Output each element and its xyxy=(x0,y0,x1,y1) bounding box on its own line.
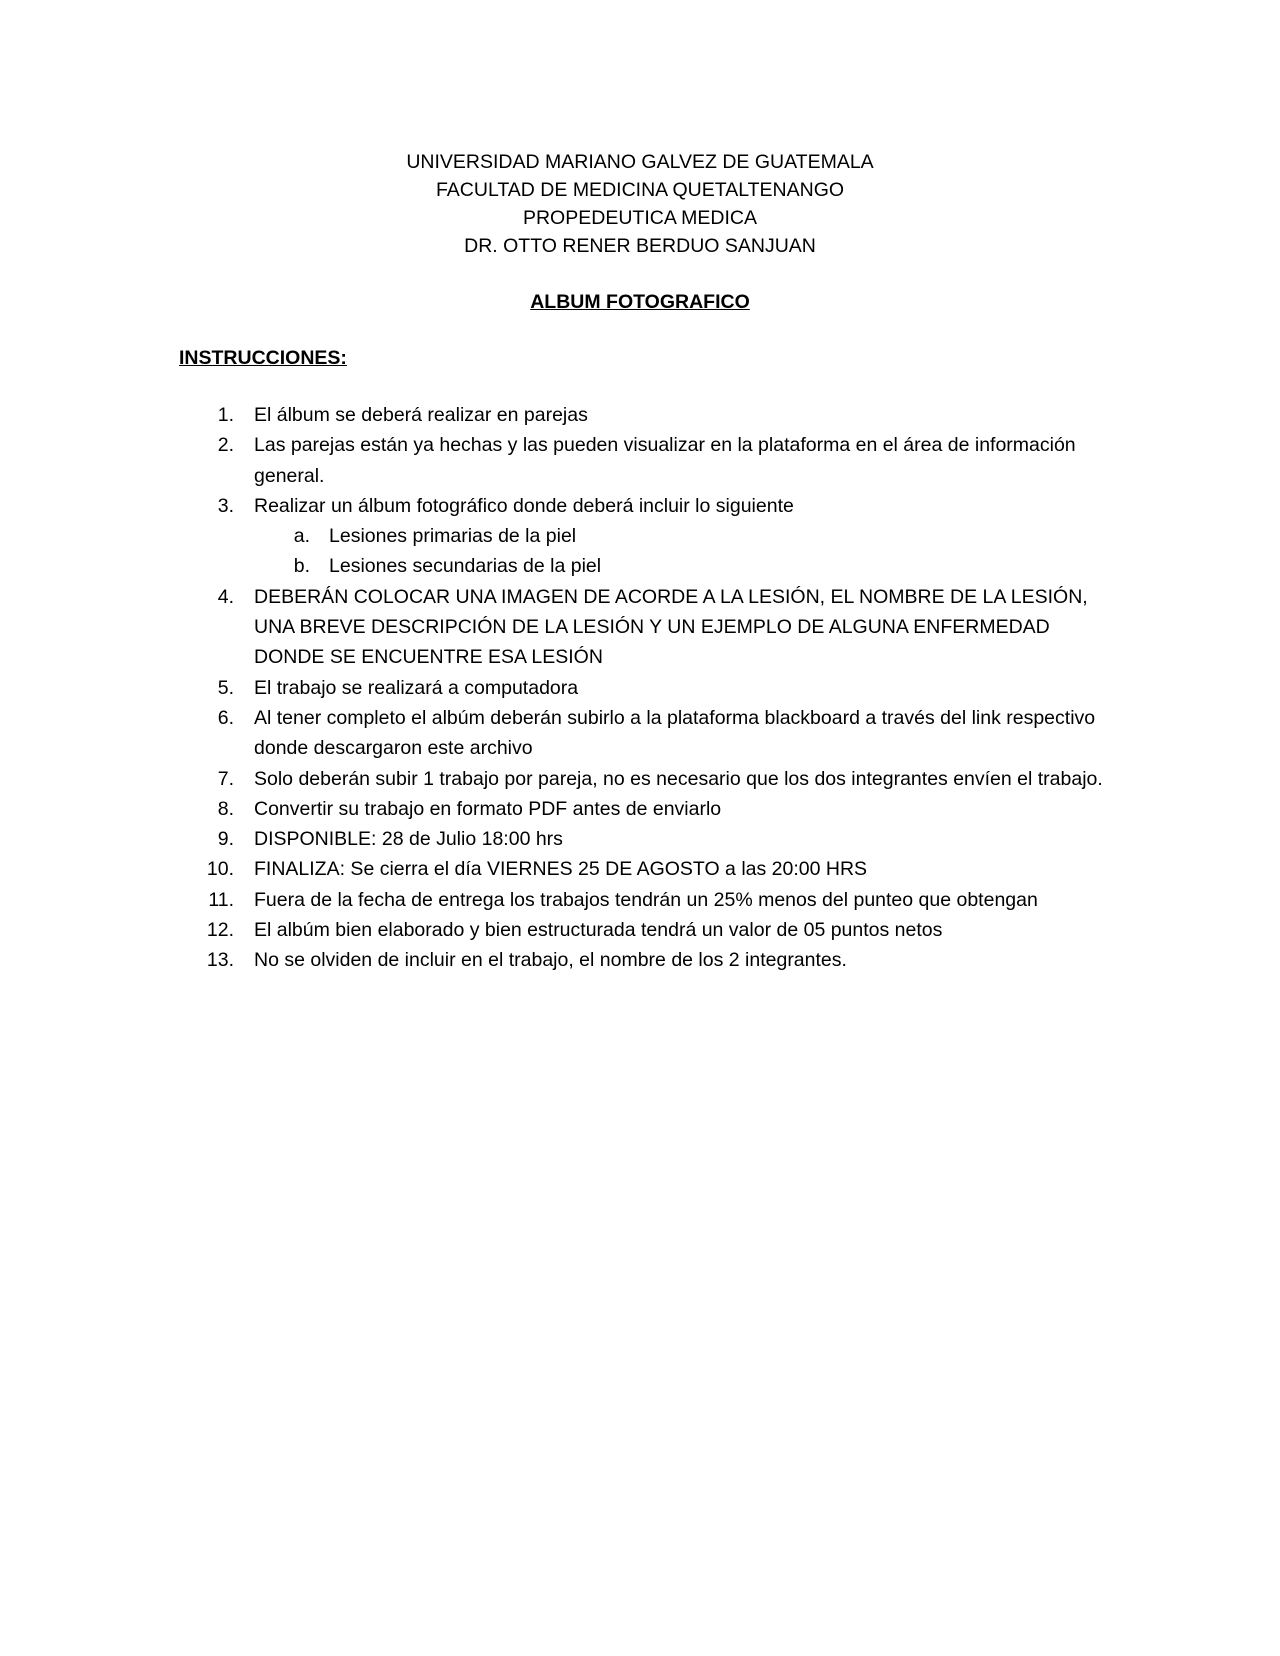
list-item-text: El trabajo se realizará a computadora xyxy=(254,676,579,699)
list-item-text: FINALIZA: Se cierra el día VIERNES 25 DE AGOSTO a las 20:00 HRS xyxy=(254,858,868,881)
list-item-number: 6. xyxy=(217,706,234,729)
course-name: PROPEDEUTICA MEDICA xyxy=(522,207,758,229)
list-item-text: Realizar un álbum fotográfico donde deberá incluir lo siguiente xyxy=(254,494,794,517)
list-item-number: 12. xyxy=(206,919,234,942)
list-item-number: 13. xyxy=(206,949,234,972)
list-item-text: Fuera de la fecha de entrega los trabajos tendrán un 25% menos del punteo que obtengan xyxy=(254,888,1038,911)
list-item xyxy=(0,673,1114,703)
list-subitem-text: Lesiones primarias de la piel xyxy=(329,525,577,548)
list-item xyxy=(0,915,1114,945)
list-item xyxy=(0,430,1114,491)
list-item-number: 3. xyxy=(217,494,234,517)
university-name: UNIVERSIDAD MARIANO GALVEZ DE GUATEMALA xyxy=(406,151,874,173)
list-item-number: 2. xyxy=(217,434,234,457)
list-subitem-text: Lesiones secundarias de la piel xyxy=(329,555,602,578)
list-item-text: El albúm bien elaborado y bien estructurada tendrá un valor de 05 puntos netos xyxy=(254,919,943,942)
list-item xyxy=(0,854,1114,884)
list-item xyxy=(0,945,1114,975)
list-item xyxy=(0,703,1114,764)
list-item-number: 7. xyxy=(217,767,234,790)
instructions-heading: INSTRUCCIONES: xyxy=(179,347,347,369)
faculty-name: FACULTAD DE MEDICINA QUETALTENANGO xyxy=(435,179,845,201)
list-item-number: 9. xyxy=(217,828,234,851)
list-item-text: Convertir su trabajo en formato PDF antes de enviarlo xyxy=(254,797,722,820)
list-item-number: 1. xyxy=(217,404,234,426)
document-header xyxy=(0,148,1280,260)
list-item-number: 4. xyxy=(217,585,234,608)
professor-name: DR. OTTO RENER BERDUO SANJUAN xyxy=(464,235,816,257)
list-item-text: Las parejas están ya hechas y las pueden visualizar en la plataforma en el área de información general. xyxy=(254,434,1076,487)
list-item-text: DEBERÁN COLOCAR UNA IMAGEN DE ACORDE A LA LESIÓN, EL NOMBRE DE LA LESIÓN, UNA BREVE DESCRIPCIÓN DE LA LESIÓN Y UN EJEMPLO DE ALGUNA ENFERMEDAD DONDE SE ENCUENTRE ESA LESIÓN xyxy=(254,585,1088,669)
list-subitem xyxy=(0,551,1129,581)
list-item xyxy=(0,764,1114,794)
list-subitem xyxy=(0,521,1129,551)
list-item-number: 8. xyxy=(217,797,234,820)
list-item-text: Solo deberán subir 1 trabajo por pareja, no es necesario que los dos integrantes envíen el trabajo. xyxy=(254,767,1103,790)
list-item-text: El álbum se deberá realizar en parejas xyxy=(254,404,588,426)
list-item-text: No se olviden de incluir en el trabajo, el nombre de los 2 integrantes. xyxy=(254,949,847,972)
list-subitem-letter: b. xyxy=(293,555,310,578)
list-item xyxy=(0,400,1114,430)
list-item xyxy=(0,824,1114,854)
list-item-number: 10. xyxy=(206,858,234,881)
list-item xyxy=(0,885,1114,915)
list-item-number: 5. xyxy=(217,676,234,699)
list-item xyxy=(0,491,1114,521)
document-title: ALBUM FOTOGRAFICO xyxy=(530,291,750,313)
list-item xyxy=(0,582,1114,673)
instructions-list xyxy=(0,400,1280,976)
list-item-text: Al tener completo el albúm deberán subirlo a la plataforma blackboard a través del link respectivo donde descargaron este archivo xyxy=(254,706,1096,760)
document-title-block xyxy=(0,288,1280,316)
list-item xyxy=(0,794,1114,824)
list-subitem-letter: a. xyxy=(293,525,310,548)
list-item-number: 11. xyxy=(208,888,234,911)
list-item-text: DISPONIBLE: 28 de Julio 18:00 hrs xyxy=(254,828,563,851)
